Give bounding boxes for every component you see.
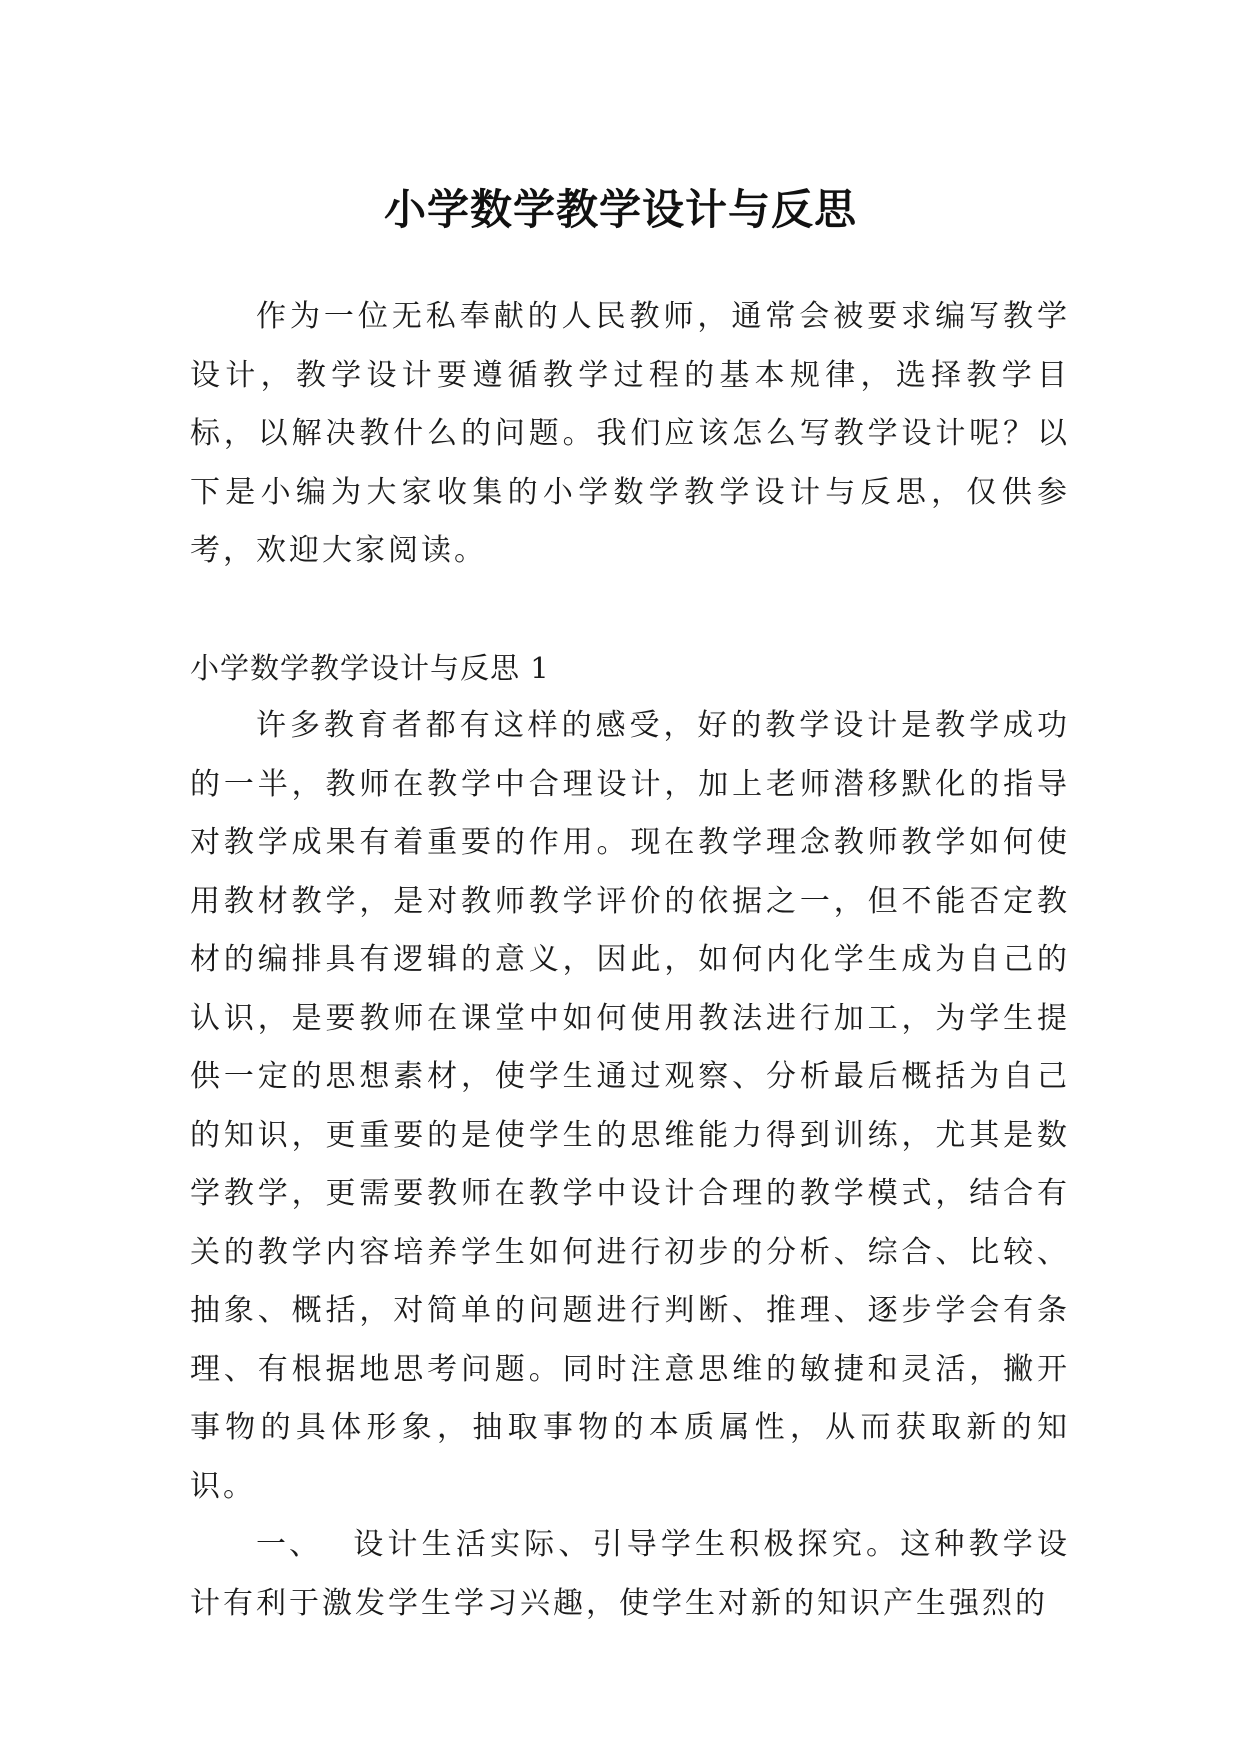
intro-paragraph: 作为一位无私奉献的人民教师，通常会被要求编写教学设计，教学设计要遵循教学过程的基本规律，选择教学目标，以解决教什么的问题。我们应该怎么写教学设计呢？以下是小编为大家收集的小学数学教学设计与反思，仅供参考，欢迎大家阅读。 (190, 299, 1070, 568)
document-title: 小学数学教学设计与反思 (383, 185, 857, 235)
list-item-paragraph (190, 1516, 1070, 1633)
section-paragraph: 许多教育者都有这样的感受，好的教学设计是教学成功的一半，教师在教学中合理设计，加上老师潜移默化的指导对教学成果有着重要的作用。现在教学理念教师教学如何使用教材教学，是对教师教学评价的依据之一，但不能否定教材的编排具有逻辑的意义，因此，如何内化学生成为自己的认识，是要教师在课堂中如何使用教法进行加工，为学生提供一定的思想素材，使学生通过观察、分析最后概括为自己的知识，更重要的是使学生的思维能力得到训练，尤其是数学教学，更需要教师在教学中设计合理的教学模式，结合有关的教学内容培养学生如何进行初步的分析、综合、比较、抽象、概括，对简单的问题进行判断、推理、逐步学会有条理、有根据地思考问题。同时注意思维的敏捷和灵活，撇开事物的具体形象，抽取事物的本质属性，从而获取新的知识。 (190, 708, 1070, 1504)
paragraph-spacer (190, 581, 1070, 639)
list-item-text: 设计生活实际、引导学生积极探究。这种教学设计有利于激发学生学习兴趣，使学生对新的知识产生强烈的 (190, 1527, 1070, 1621)
list-item-marker: 一、 (256, 1527, 322, 1562)
document-body (190, 288, 1070, 1633)
section-heading: 小学数学教学设计与反思 1 (190, 650, 550, 685)
